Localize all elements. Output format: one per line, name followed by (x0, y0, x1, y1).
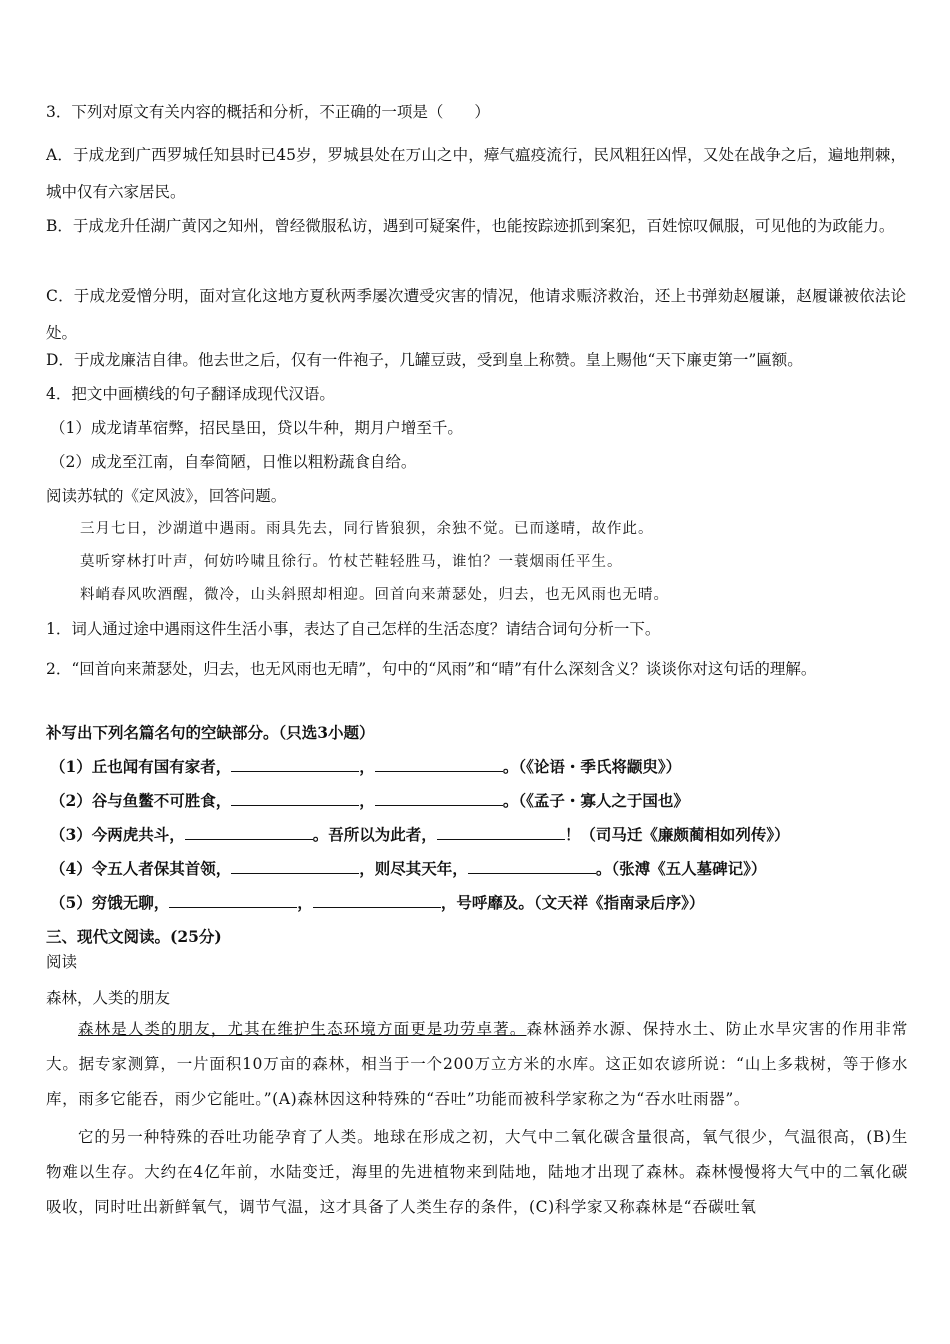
blank-field[interactable] (437, 825, 565, 840)
blank-field[interactable] (169, 893, 297, 908)
q4-sentence-1: （1）成龙请革宿弊，招民垦田，贷以牛种，期月户增至千。 (50, 419, 463, 437)
fill-item-4 (50, 859, 910, 879)
poem-intro: 阅读苏轼的《定风波》，回答问题。 (46, 487, 287, 505)
poem-line-2: 料峭春风吹酒醒，微冷，山头斜照却相迎。回首向来萧瑟处，归去，也无风雨也无晴。 (80, 587, 669, 603)
q3-option-a: A．于成龙到广西罗城任知县时已45岁，罗城县处在万山之中，瘴气瘟疫流行，民风粗狂凶悍，又处在战争之后，遍地荆棘，城中仅有六家居民。 (46, 146, 906, 201)
fill-item-1-sep: ， (359, 757, 375, 776)
fill-item-4-text: （4）令五人者保其首领， (50, 859, 232, 878)
section3-read: 阅读 (46, 953, 78, 971)
blank-field[interactable] (231, 859, 359, 874)
section3-heading: 三、现代文阅读。(25分) (46, 927, 222, 946)
fill-item-2-text: （2）谷与鱼鳖不可胜食， (50, 791, 232, 810)
paragraph-1-text: 森林涵养水源、保持水土、防止水旱灾害的作用非常大。据专家测算，一片面积10万亩的森林，相当于一个200万立方米的水库。这正如农谚所说：“山上多栽树，等于修水库，雨多它能吞，雨少它能吐。”(A)森林因这种特殊的“吞吐”功能而被科学家称之为“吞水吐雨器”。 (46, 1020, 908, 1108)
underlined-sentence: 森林是人类的朋友，尤其在维护生态环境方面更是功劳卓著。 (78, 1020, 527, 1038)
essay-paragraph-2: 它的另一种特殊的吞吐功能孕育了人类。地球在形成之初，大气中二氧化碳含量很高，氧气很少，气温很高，(B)生物难以生存。大约在4亿年前，水陆变迁，海里的先进植物来到陆地，陆地才出现了森林。森林慢慢将大气中的二氧化碳吸收，同时吐出新鲜氧气，调节气温，这才具备了人类生存的条件，(C)科学家又称森林是“吞碳吐氧 (46, 1128, 908, 1216)
fill-item-1 (50, 757, 910, 777)
blank-field[interactable] (313, 893, 441, 908)
fill-item-3-source: ！（司马迁《廉颇蔺相如列传》） (564, 825, 790, 844)
q3-option-b: B．于成龙升任湖广黄冈之知州，曾经微服私访，遇到可疑案件，也能按踪迹抓到案犯，百姓惊叹佩服，可见他的为政能力。 (46, 217, 895, 235)
poem-line-1: 莫听穿林打叶声，何妨吟啸且徐行。竹杖芒鞋轻胜马，谁怕？一蓑烟雨任平生。 (80, 554, 623, 570)
fill-item-5 (50, 893, 910, 913)
fill-item-2-source: 。（《孟子・寡人之于国也》 (502, 791, 689, 810)
blank-field[interactable] (468, 859, 596, 874)
essay-title: 森林，人类的朋友 (46, 989, 171, 1007)
poem-question-1: 1．词人通过途中遇雨这件生活小事，表达了自己怎样的生活态度？请结合词句分析一下。 (46, 620, 661, 638)
blank-field[interactable] (231, 791, 359, 806)
fill-item-3-text: （3）今两虎共斗， (50, 825, 185, 844)
blank-field[interactable] (375, 757, 503, 772)
poem-preface: 三月七日，沙湖道中遇雨。雨具先去，同行皆狼狈，余独不觉。已而遂晴，故作此。 (80, 521, 654, 537)
fill-item-5-sep: ， (297, 893, 313, 912)
fill-title: 补写出下列名篇名句的空缺部分。（只选3小题） (46, 723, 375, 742)
blank-field[interactable] (185, 825, 313, 840)
fill-item-3-mid: 。吾所以为此者， (312, 825, 437, 844)
q3-option-d: D．于成龙廉洁自律。他去世之后，仅有一件袍子，几罐豆豉，受到皇上称赞。皇上赐他“天下廉吏第一”匾额。 (46, 351, 803, 369)
q3-stem: 3．下列对原文有关内容的概括和分析，不正确的一项是（ ） (46, 103, 490, 121)
fill-item-2 (50, 791, 910, 811)
fill-item-3 (50, 825, 910, 845)
q3-option-c: C．于成龙爱憎分明，面对宣化这地方夏秋两季屡次遭受灾害的情况，他请求赈济救治，还上书弹劾赵履谦，赵履谦被依法论处。 (46, 287, 906, 342)
fill-item-1-text: （1）丘也闻有国有家者， (50, 757, 232, 776)
poem-question-2: 2．“回首向来萧瑟处，归去，也无风雨也无晴”，句中的“风雨”和“晴”有什么深刻含义？谈谈你对这句话的理解。 (46, 660, 817, 678)
fill-item-2-sep: ， (359, 791, 375, 810)
q4-stem: 4．把文中画横线的句子翻译成现代汉语。 (46, 385, 335, 403)
blank-field[interactable] (231, 757, 359, 772)
fill-item-5-source: ，号呼靡及。（文天祥《指南录后序》） (440, 893, 705, 912)
q4-sentence-2: （2）成龙至江南，自奉简陋，日惟以粗粉蔬食自给。 (50, 453, 417, 471)
fill-item-5-text: （5）穷饿无聊， (50, 893, 170, 912)
fill-item-1-source: 。（《论语・季氏将颛臾》） (502, 757, 682, 776)
essay-paragraph-1 (46, 1012, 908, 1117)
fill-item-4-source: 。（张溥《五人墓碑记》） (595, 859, 767, 878)
fill-item-4-mid: ，则尽其天年， (359, 859, 468, 878)
blank-field[interactable] (375, 791, 503, 806)
